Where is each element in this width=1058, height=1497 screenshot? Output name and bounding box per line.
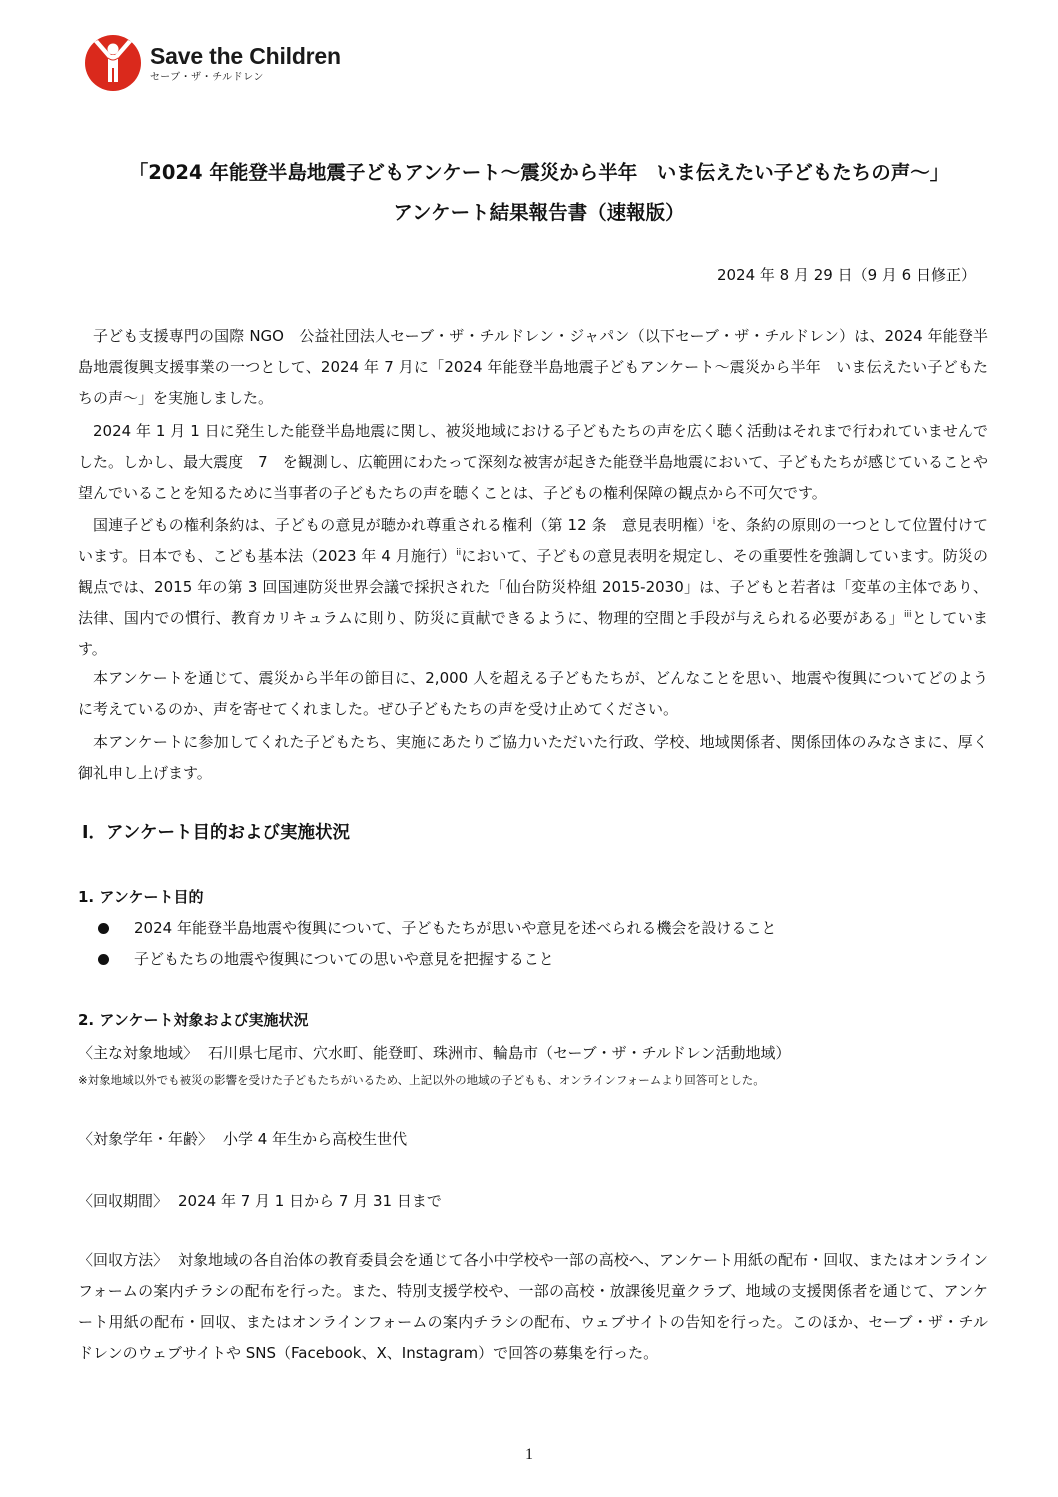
target-grade-label: 〈対象学年・年齢〉	[78, 1130, 214, 1148]
report-title: 「2024 年能登半島地震子どもアンケート～震災から半年 いま伝えたい子どもたちの声～」	[128, 161, 950, 184]
endnote-ref-2: ii	[456, 548, 462, 558]
intro-paragraph-4: 本アンケートを通じて、震災から半年の節目に、2,000 人を超える子どもたちが、どんなことを思い、地震や復興についてどのように考えているのか、声を寄せてくれました。ぜひ子どもたちの声を受け止めてください。	[78, 669, 988, 718]
intro-paragraph-3-part-a: 国連子どもの権利条約は、子どもの意見が聴かれ尊重される権利（第 12 条 意見表明権）	[93, 516, 713, 534]
report-date: 2024 年 8 月 29 日（9 月 6 日修正）	[716, 266, 976, 284]
target-area-line	[78, 1040, 791, 1066]
target-area-value: 石川県七尾市、穴水町、能登町、珠洲市、輪島市（セーブ・ザ・チルドレン活動地域）	[208, 1044, 791, 1062]
bullet-icon	[98, 954, 109, 965]
collection-method-paragraph	[78, 1245, 988, 1369]
intro-paragraph-3-part-d: としています。	[78, 609, 988, 658]
list-item-text: 子どもたちの地震や復興についての思いや意見を把握すること	[134, 950, 554, 968]
page-number: 1	[525, 1446, 533, 1463]
target-grade-line	[78, 1126, 407, 1152]
intro-paragraph-3	[78, 510, 988, 665]
target-area-note: ※対象地域以外でも被災の影響を受けた子どもたちがいるため、上記以外の地域の子どもも、オンラインフォームより回答可とした。	[78, 1073, 765, 1087]
intro-paragraph-3-part-c: において、子どもの意見表明を規定し、その重要性を強調しています。防災の観点では、2015 年の第 3 回国連防災世界会議で採択された「仙台防災枠組 2015-2030」は、子どもと若者は「変革の主体であり、法律、国内での慣行、教育カリキュラムに則り、防災に貢献できるように、物理的空間と手段が与えられる必要がある」	[78, 547, 988, 627]
list-item	[98, 944, 776, 975]
save-the-children-emblem-icon	[84, 34, 142, 92]
collection-method-label: 〈回収方法〉	[78, 1251, 169, 1269]
list-item-text: 2024 年能登半島地震や復興について、子どもたちが思いや意見を述べられる機会を設けること	[134, 919, 777, 937]
logo	[84, 34, 341, 92]
section-heading: Ⅰ．アンケート目的および実施状況	[82, 823, 350, 843]
target-grade-value: 小学 4 年生から高校生世代	[223, 1130, 408, 1148]
collection-period-value: 2024 年 7 月 1 日から 7 月 31 日まで	[178, 1192, 442, 1210]
intro-paragraph-3-part-b: を、条約の原則の一つとして位置付けています。日本でも、こども基本法（2023 年 4 月施行）	[78, 516, 988, 565]
intro-paragraph-1: 子ども支援専門の国際 NGO 公益社団法人セーブ・ザ・チルドレン・ジャパン（以下セーブ・ザ・チルドレン）は、2024 年能登半島地震復興支援事業の一つとして、2024 年 7 月に「2024 年能登半島地震子どもアンケート～震災から半年 いま伝えたい子どもたちの声～」を実施しました。	[78, 327, 988, 407]
logo-name-ja: セーブ・ザ・チルドレン	[150, 71, 264, 83]
collection-method-value: 対象地域の各自治体の教育委員会を通じて各小中学校や一部の高校へ、アンケート用紙の配布・回収、またはオンラインフォームの案内チラシの配布を行った。また、特別支援学校や、一部の高校・放課後児童クラブ、地域の支援関係者を通じて、アンケート用紙の配布・回収、またはオンラインフォームの案内チラシの配布、ウェブサイトの告知を行った。このほか、セーブ・ザ・チルドレンのウェブサイトや SNS（Facebook、X、Instagram）で回答の募集を行った。	[78, 1251, 988, 1362]
subsection-heading-target: 2. アンケート対象および実施状況	[78, 1011, 309, 1029]
intro-paragraph-2: 2024 年 1 月 1 日に発生した能登半島地震に関し、被災地域における子どもたちの声を広く聴く活動はそれまで行われていませんでした。しかし、最大震度 7 を観測し、広範囲にわたって深刻な被害が起きた能登半島地震において、子どもたちが感じていることや望んでいることを知るために当事者の子どもたちの声を聴くことは、子どもの権利保障の観点から不可欠です。	[78, 422, 988, 502]
purpose-list	[98, 913, 776, 975]
logo-name-en: Save the Children	[150, 42, 341, 69]
intro-paragraph-5: 本アンケートに参加してくれた子どもたち、実施にあたりご協力いただいた行政、学校、地域関係者、関係団体のみなさまに、厚く御礼申し上げます。	[78, 733, 988, 782]
endnote-ref-1: i	[712, 517, 716, 527]
collection-period-label: 〈回収期間〉	[78, 1192, 169, 1210]
report-subtitle: アンケート結果報告書（速報版）	[393, 201, 685, 224]
collection-period-line	[78, 1188, 442, 1214]
endnote-ref-3: iii	[903, 610, 912, 620]
subsection-heading-purpose: 1. アンケート目的	[78, 888, 204, 906]
bullet-icon	[98, 923, 109, 934]
target-area-label: 〈主な対象地域〉	[78, 1044, 199, 1062]
list-item	[98, 913, 776, 944]
